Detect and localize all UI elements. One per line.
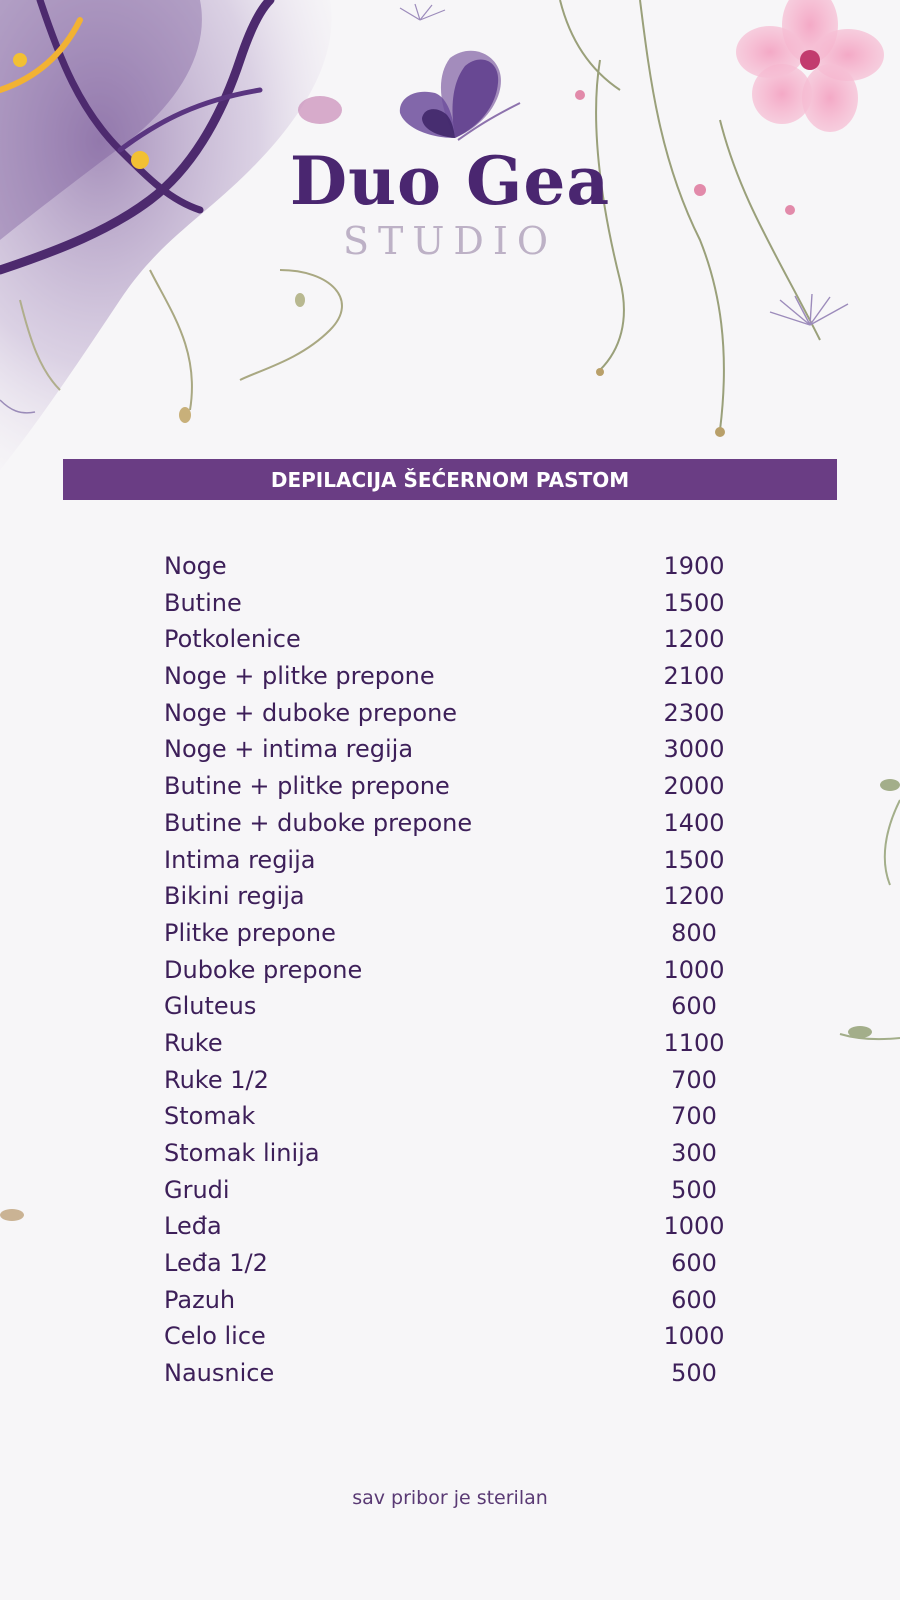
price-list <box>164 548 744 1392</box>
footer-note: sav pribor je sterilan <box>352 1487 548 1509</box>
price-list-item <box>164 1282 744 1319</box>
service-name: Butine + plitke prepone <box>164 772 450 801</box>
service-price: 600 <box>671 1249 717 1278</box>
price-list-item <box>164 1062 744 1099</box>
service-name: Butine + duboke prepone <box>164 808 473 837</box>
brand-subtitle: STUDIO <box>342 219 558 263</box>
service-name: Noge + duboke prepone <box>164 698 458 727</box>
service-price: 1500 <box>663 845 725 874</box>
price-list-item <box>164 805 744 842</box>
price-list-item <box>164 878 744 915</box>
service-name: Noge + plitke prepone <box>164 662 435 691</box>
service-name: Butine <box>164 588 242 617</box>
service-price: 1000 <box>663 955 725 984</box>
service-price: 500 <box>671 1359 717 1388</box>
service-name: Pazuh <box>164 1285 236 1314</box>
service-name: Gluteus <box>164 992 257 1021</box>
price-list-item <box>164 1172 744 1209</box>
price-list-item <box>164 731 744 768</box>
service-name: Leđa <box>164 1212 222 1241</box>
service-price: 1400 <box>663 808 725 837</box>
price-list-item <box>164 658 744 695</box>
price-list-item <box>164 548 744 585</box>
service-price: 1000 <box>663 1212 725 1241</box>
price-list-item <box>164 1098 744 1135</box>
service-price: 500 <box>671 1175 717 1204</box>
service-name: Intima regija <box>164 845 316 874</box>
service-price: 700 <box>671 1102 717 1131</box>
price-list-item <box>164 1355 744 1392</box>
price-list-item <box>164 768 744 805</box>
section-title: DEPILACIJA ŠEĆERNOM PASTOM <box>270 467 630 492</box>
price-list-item <box>164 1025 744 1062</box>
service-price: 800 <box>671 918 717 947</box>
price-list-item <box>164 1135 744 1172</box>
service-price: 300 <box>671 1139 717 1167</box>
price-list-item <box>164 695 744 732</box>
price-list-item <box>164 1245 744 1282</box>
service-name: Ruke 1/2 <box>164 1065 269 1094</box>
service-name: Celo lice <box>164 1322 266 1351</box>
service-price: 1200 <box>663 882 725 911</box>
service-price: 1500 <box>663 588 725 617</box>
service-name: Stomak linija <box>164 1139 320 1167</box>
price-list-item <box>164 988 744 1025</box>
price-list-item <box>164 915 744 952</box>
service-name: Ruke <box>164 1028 223 1057</box>
service-name: Plitke prepone <box>164 918 336 947</box>
service-price: 2100 <box>663 662 725 691</box>
section-title-banner <box>63 459 837 500</box>
service-name: Noge + intima regija <box>164 735 414 764</box>
price-list-item <box>164 952 744 989</box>
price-list-item <box>164 621 744 658</box>
service-price: 2000 <box>663 772 725 801</box>
price-list-item <box>164 1208 744 1245</box>
service-price: 2300 <box>663 698 725 727</box>
price-list-item <box>164 1318 744 1355</box>
service-price: 1900 <box>663 552 725 580</box>
service-price: 600 <box>671 1285 717 1314</box>
service-name: Grudi <box>164 1175 230 1204</box>
price-list-item <box>164 842 744 879</box>
service-price: 600 <box>671 992 717 1021</box>
service-name: Bikini regija <box>164 882 305 911</box>
service-price: 1100 <box>663 1028 725 1057</box>
service-price: 1200 <box>663 625 725 654</box>
price-list-item <box>164 585 744 622</box>
service-name: Potkolenice <box>164 625 301 654</box>
service-name: Noge <box>164 552 227 580</box>
service-price: 3000 <box>663 735 725 764</box>
brand-name: Duo Gea <box>289 142 611 220</box>
service-name: Duboke prepone <box>164 955 363 984</box>
service-price: 1000 <box>663 1322 725 1351</box>
service-name: Stomak <box>164 1102 256 1131</box>
service-price: 700 <box>671 1065 717 1094</box>
service-name: Nausnice <box>164 1359 275 1388</box>
service-name: Leđa 1/2 <box>164 1249 268 1278</box>
